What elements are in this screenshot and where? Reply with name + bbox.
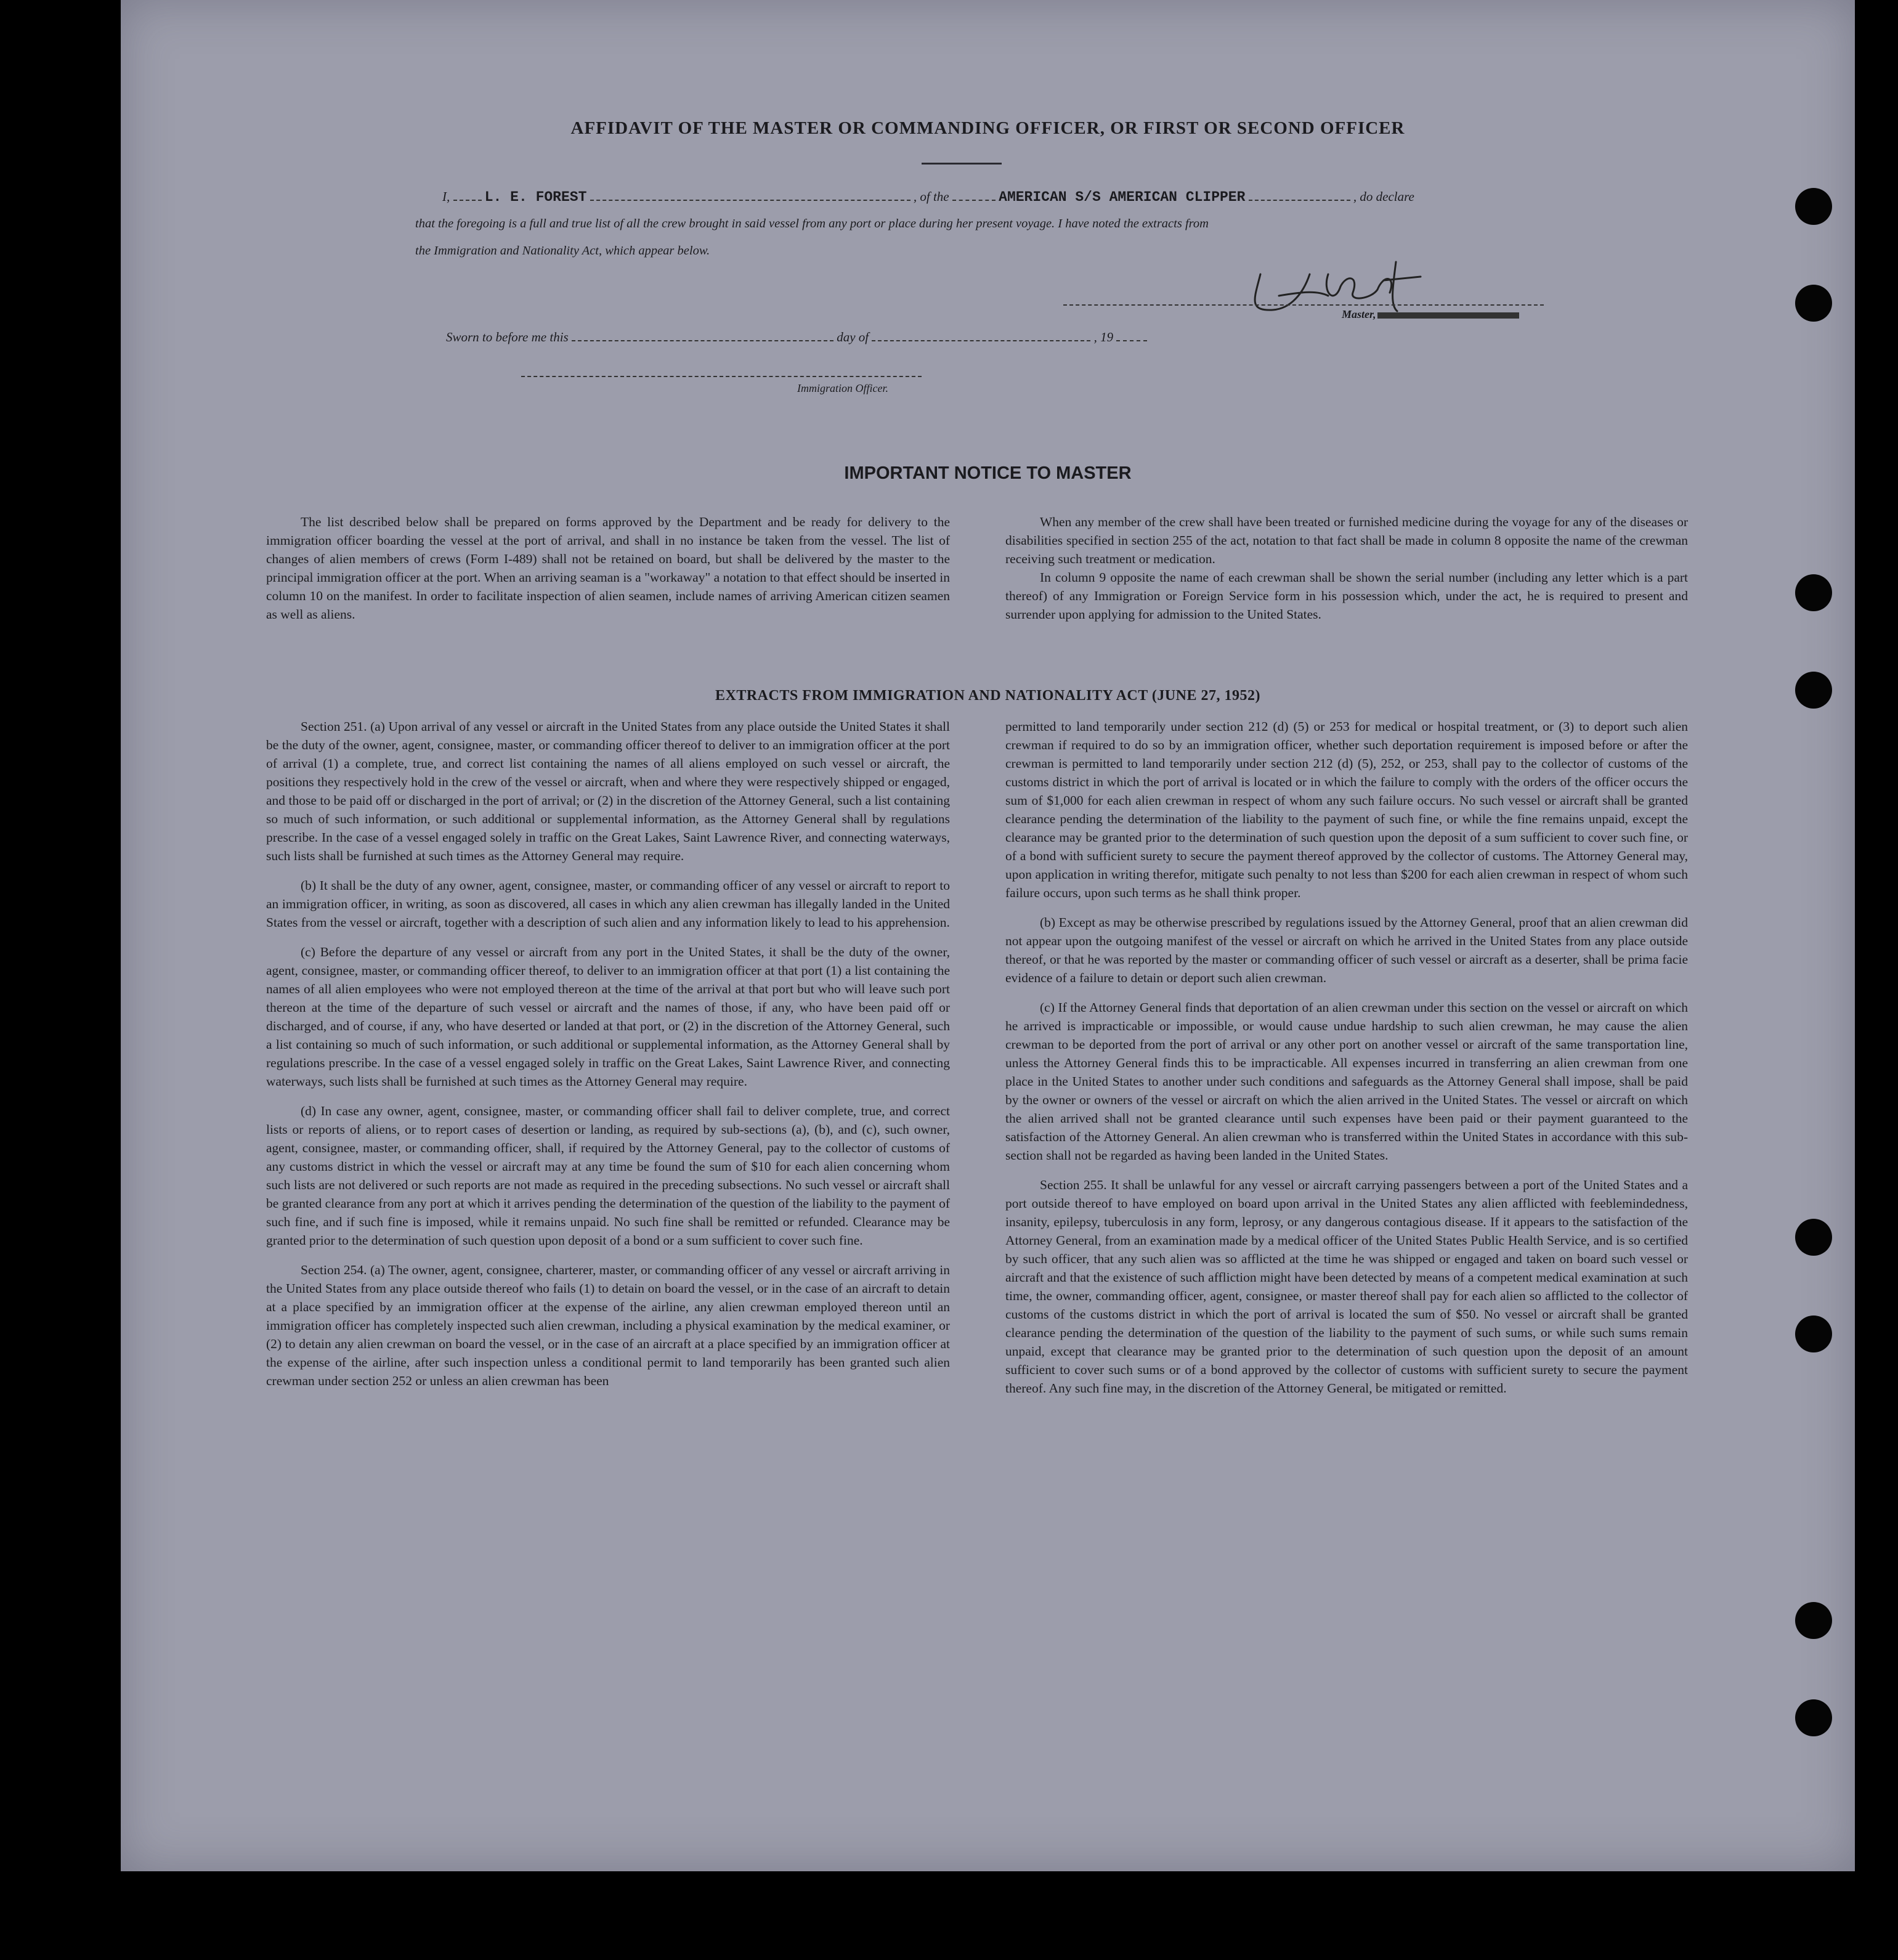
statement-line-1: that the foregoing is a full and true list of all the crew brought in said vessel from any port or place during her present voyage. I have noted the extracts from <box>415 217 1209 230</box>
immigration-officer-label: Immigration Officer. <box>797 382 888 394</box>
notice-right-paragraph-1: When any member of the crew shall have been treated or furnished medicine during the voyage for any of the diseases or disabilities specified in section 255 of the act, notation to that fact shall be made in column 8 opposite the name of the crewman receiving such treatment or medication. <box>1005 514 1688 566</box>
section-251b: (b) It shall be the duty of any owner, agent, consignee, master, or commanding officer of any vessel or aircraft to report to an immigration officer, in writing, as soon as discovered, all cases in which any alien crewman has illegally landed in the United States from the vessel or aircraft, together with a description of such alien and any information likely to lead to his apprehension. <box>266 878 950 930</box>
sworn-label: Sworn to before me this <box>446 330 569 344</box>
section-251c: (c) Before the departure of any vessel or aircraft from any port in the United States, it shall be the duty of the owner, agent, consignee, master, or commanding officer thereof, to deliver to an immigration officer at that port (1) a list containing the names of all alien employees who were not employed thereon at the time of the arrival at that port but who will leave such port thereon at the time of the departure of such vessel or aircraft and the names of those, if any, who have been paid off or discharged, and of course, if any, who have deserted or landed at that port, or (2) in the discretion of the Attorney General, such a list containing so much of such information, or such additional or supplemental information, as the Attorney General shall by regulations prescribe. In the case of a vessel engaged solely in traffic on the Great Lakes, Saint Lawrence River, and connecting waterways, such lists shall be furnished at such times as the Attorney General may require. <box>266 945 950 1089</box>
pronoun-label: I, <box>442 189 450 204</box>
section-254c: (c) If the Attorney General finds that deportation of an alien crewman under this section on the vessel or aircraft on which he arrived is impracticable or impossible, or would cause undue hardship to such alien crewman, he may cause the alien crewman to be deported from the port of arrival or any other port on another vessel or aircraft of the same transportation line, unless the Attorney General finds this to be impracticable. All expenses incurred in transferring an alien crewman from one place in the United States to another under such conditions and safeguards as the Attorney General shall impose, shall be paid by the owner or owners of the vessel or aircraft on which the alien arrived in the United States. The vessel or aircraft on which the alien arrived shall not be granted clearance until such expenses have been paid or their payment guaranteed to the satisfaction of the Attorney General. An alien crewman who is transferred within the United States in accordance with this sub-section shall not be regarded as having been landed in the United States. <box>1005 1000 1688 1163</box>
year-label: , 19 <box>1093 330 1114 344</box>
title-rule <box>922 163 1002 165</box>
master-name: L. E. FOREST <box>484 189 587 205</box>
notice-right-paragraph-2: In column 9 opposite the name of each crewman shall be shown the serial number (including any letter which is a part thereof) of any Immigration or Foreign Service form in his possession which, under the act, he is required to present and surrender upon applying for admission to the United States. <box>1005 570 1688 622</box>
punch-hole <box>1795 1699 1832 1736</box>
punch-hole <box>1795 574 1832 611</box>
master-title-label: Master, <box>1342 308 1519 321</box>
document-page <box>121 0 1855 1871</box>
notice-right-column <box>1005 513 1688 635</box>
vessel-name: AMERICAN S/S AMERICAN CLIPPER <box>999 189 1246 205</box>
section-255: Section 255. It shall be unlawful for any vessel or aircraft carrying passengers between a port of the United States and a port outside thereof to have employed on board upon arrival in the United States any alien afflicted with feeblemindedness, insanity, epilepsy, tuberculosis in any form, leprosy, or any dangerous contagious disease. If it appears to the satisfaction of the Attorney General, from an examination made by a medical officer of the United States Public Health Service, and is so certified by such officer, that any such alien was so afflicted at the time he was shipped or engaged and taken on board such vessel or aircraft and that the existence of such affliction might have been detected by means of a competent medical examination at such time, the owner, commanding officer, agent, consignee, or master thereof shall pay for each alien so afflicted to the collector of customs of the customs district in which the port of arrival is located the sum of $50. No vessel or aircraft shall be granted clearance pending the determination of the question of the liability to the payment of such sums, or while such sums remain unpaid, except that clearance may be granted prior to the determination of such question upon the deposit of an amount sufficient to cover such sums or of a bond approved by the collector of customs with sufficient surety to secure the payment thereof. Any such fine may, in the discretion of the Attorney General, be mitigated or remitted. <box>1005 1177 1688 1396</box>
sworn-line <box>446 329 1147 345</box>
do-declare-label: , do declare <box>1353 189 1414 204</box>
section-254a: Section 254. (a) The owner, agent, consignee, charterer, master, or commanding officer of any vessel or aircraft arriving in the United States from any place outside thereof who fails (1) to detain on board the vessel, or in the case of an aircraft to detain at a place specified by an immigration officer at the expense of the airline, any alien crewman employed thereon until an immigration officer has completely inspected such alien crewman, including a physical examination by the medical examiner, or (2) to detain any alien crewman on board the vessel, or in the case of an aircraft at a place specified by an immigration officer at the expense of the airline, after such inspection unless a conditional permit to land temporarily has been granted such alien crewman under section 252 or unless an alien crewman has been <box>266 1263 950 1388</box>
section-251a: Section 251. (a) Upon arrival of any vessel or aircraft in the United States from any place outside the United States it shall be the duty of the owner, agent, consignee, master, or commanding officer thereof to deliver to an immigration officer at the port of arrival (1) a complete, true, and correct list containing the names of all aliens employed on such vessel or aircraft, the positions they respectively hold in the crew of the vessel or aircraft, when and where they were respectively shipped or engaged, and those to be paid off or discharged in the port of arrival; or (2) in the discretion of the Attorney General, such a list containing so much of such information, or such additional or supplemental information, as the Attorney General shall by regulations prescribe. In the case of a vessel engaged solely in traffic on the Great Lakes, Saint Lawrence River, and connecting waterways, such lists shall be furnished at such times as the Attorney General may require. <box>266 719 950 863</box>
affidavit-title: AFFIDAVIT OF THE MASTER OR COMMANDING OFFICER, OR FIRST OR SECOND OFFICER <box>570 118 1405 138</box>
notice-left-paragraph: The list described below shall be prepared on forms approved by the Department and be ready for delivery to the immigration officer boarding the vessel at the port of arrival, and shall in no instance be taken from the vessel. The list of changes of alien members of crews (Form I-489) shall not be retained on board, but shall be delivered by the master to the principal immigration officer at the port. When an arriving seaman is a "workaway" a notation to that effect should be inserted in column 10 on the manifest. In order to facilitate inspection of alien seamen, include names of arriving American citizen seamen as well as aliens. <box>266 514 950 622</box>
extracts-title: EXTRACTS FROM IMMIGRATION AND NATIONALITY ACT (JUNE 27, 1952) <box>715 688 1260 704</box>
notice-title: IMPORTANT NOTICE TO MASTER <box>844 463 1132 483</box>
notice-left-column <box>266 513 950 635</box>
of-the-label: , of the <box>913 189 949 204</box>
punch-hole <box>1795 1602 1832 1639</box>
section-251d: (d) In case any owner, agent, consignee, master, or commanding officer shall fail to deliver complete, true, and correct lists or reports of aliens, or to report cases of desertion or landing, as required by sub-sections (a), (b), and (c), such owner, agent, consignee, master, or commanding officer, shall, if required by the Attorney General, pay to the collector of customs of any customs district in which the vessel or aircraft may at any time be found the sum of $10 for each alien concerning whom such lists are not delivered or such reports are not made as required in the preceding subsections. No such vessel or aircraft shall be granted clearance from any port at which it arrives pending the determination of the question of the liability to the payment of such fine, and if such fine is imposed, while it remains unpaid. No such fine shall be remitted or refunded. Clearance may be granted prior to the determination of such question upon deposit of a bond or a sum sufficient to cover such fine. <box>266 1104 950 1248</box>
punch-hole <box>1795 285 1832 322</box>
punch-hole <box>1795 188 1832 225</box>
signature-line <box>1063 304 1544 306</box>
statement-line-2: the Immigration and Nationality Act, which appear below. <box>415 244 710 258</box>
officer-signature-line <box>521 376 922 377</box>
punch-hole <box>1795 1315 1832 1352</box>
section-254a-continued: permitted to land temporarily under section 212 (d) (5) or 253 for medical or hospital treatment, or (3) to deport such alien crewman if required to do so by an immigration officer, whether such deportation requirement is imposed before or after the crewman is permitted to land temporarily under section 212 (d) (5), 252, or 253, shall pay to the collector of customs of the customs district in which the port of arrival is located or in which the failure to comply with the orders of the officer occurs the sum of $1,000 for each alien crewman in respect of whom any such failure occurs. No such vessel or aircraft shall be granted clearance pending the determination of the liability to the payment of such fine, or while the fine remains unpaid, except the clearance may be granted prior to the determination of such question upon the deposit of a sum sufficient to cover such fine, or of a bond with sufficient surety to secure the payment thereof approved by the collector of customs. The Attorney General may, upon application in writing therefor, mitigate such penalty to not less than $200 for each alien crewman in respect of whom such failure occurs, upon such terms as he shall think proper. <box>1005 719 1688 900</box>
declaration-line <box>442 189 1674 205</box>
section-254b: (b) Except as may be otherwise prescribed by regulations issued by the Attorney General, proof that an alien crewman did not appear upon the outgoing manifest of the vessel or aircraft on which he arrived in the United States from any place outside thereof, or that he was reported by the master or commanding officer of such vessel or aircraft as a deserter, shall be prima facie evidence of a failure to detain or deport such alien crewman. <box>1005 915 1688 985</box>
punch-hole <box>1795 1219 1832 1256</box>
day-of-label: day of <box>837 330 869 344</box>
extracts-right-column <box>1005 717 1688 1409</box>
extracts-left-column <box>266 717 950 1401</box>
